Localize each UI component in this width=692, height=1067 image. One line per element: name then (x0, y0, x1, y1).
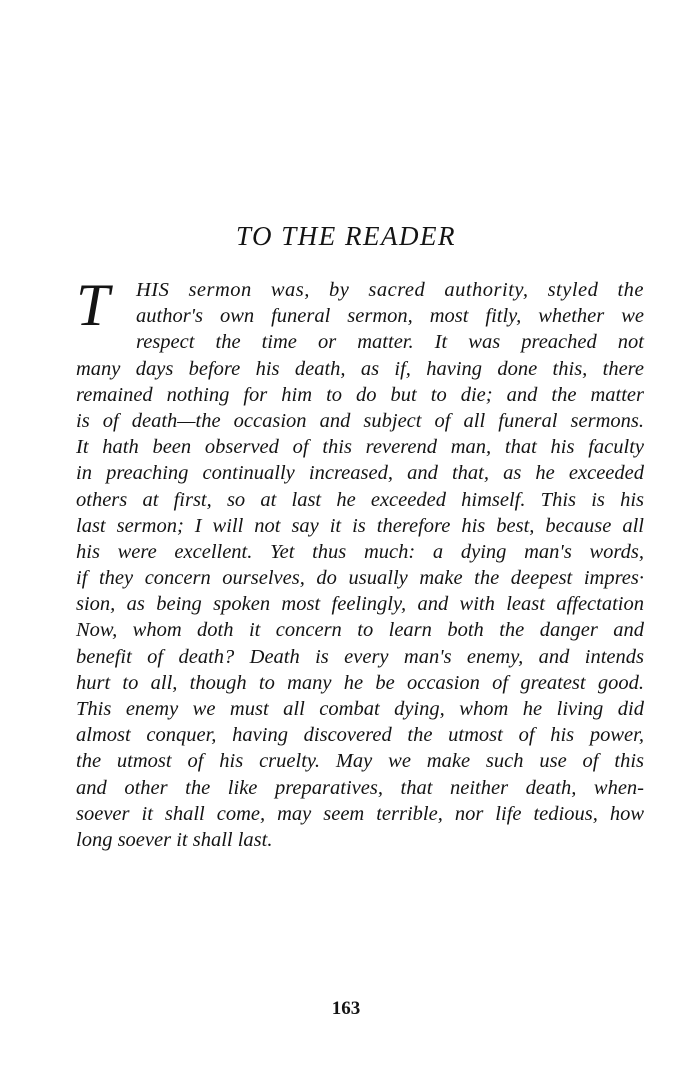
text-line: almost conquer, having discovered the utmost of his power, (76, 724, 644, 747)
text-line: is of death—the occasion and subject of all funeral sermons. (76, 409, 644, 432)
text-line: respect the time or matter. It was preached not (136, 331, 644, 354)
page-number: 163 (331, 998, 361, 1019)
text-line: soever it shall come, may seem terrible, nor life tedious, how (76, 802, 644, 825)
text-line: Now, whom doth it concern to learn both the danger and (76, 619, 644, 642)
page-heading: TO THE READER (236, 221, 456, 251)
text-line: his were excellent. Yet thus much: a dying man's words, (76, 540, 644, 563)
text-line: if they concern ourselves, do usually make the deepest impres· (76, 567, 644, 590)
drop-cap: T (76, 272, 110, 338)
text-line: long soever it shall last. (76, 828, 273, 851)
text-line: author's own funeral sermon, most fitly, whether we (136, 305, 644, 328)
text-line: the utmost of his cruelty. May we make such use of this (76, 750, 644, 773)
text-line: remained nothing for him to do but to die; and the matter (76, 383, 644, 406)
text-line: and other the like preparatives, that neither death, when- (76, 776, 644, 799)
text-line: sion, as being spoken most feelingly, and with least affectation (76, 593, 644, 616)
text-line: many days before his death, as if, having done this, there (76, 357, 644, 380)
text-line: This enemy we must all combat dying, whom he living did (76, 698, 644, 720)
text-line: others at first, so at last he exceeded himself. This is his (76, 488, 644, 511)
body-text (76, 272, 644, 853)
text-line: hurt to all, though to many he be occasion of greatest good. (76, 671, 644, 694)
text-line: last sermon; I will not say it is therefore his best, because all (76, 514, 644, 537)
text-line: benefit of death? Death is every man's enemy, and intends (76, 645, 644, 668)
text-line: HIS sermon was, by sacred authority, styled the (136, 279, 644, 301)
text-line: It hath been observed of this reverend man, that his faculty (76, 436, 644, 459)
text-line: in preaching continually increased, and that, as he exceeded (76, 462, 644, 485)
